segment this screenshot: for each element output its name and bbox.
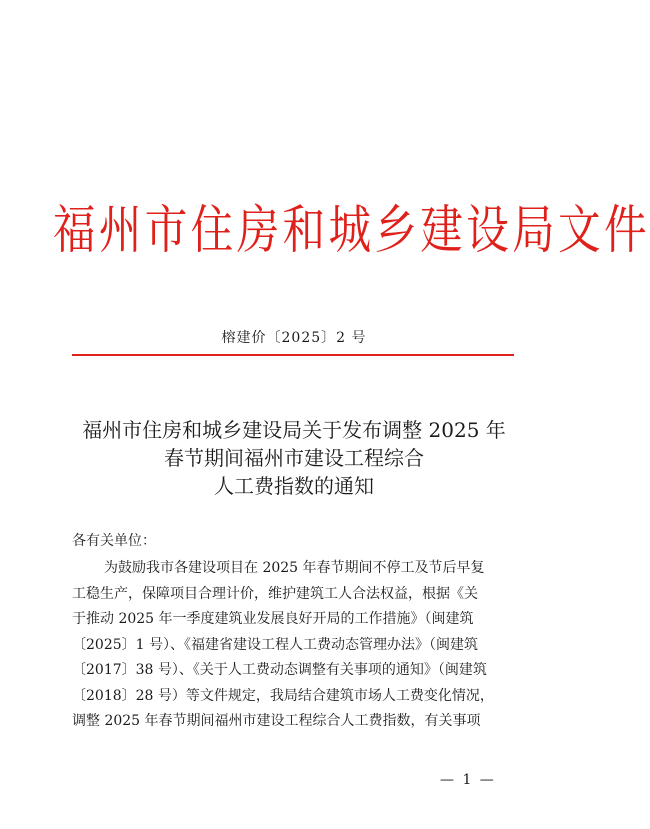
- body-line: 〔2017〕38 号）、《关于人工费动态调整有关事项的通知》（闽建筑: [72, 662, 487, 678]
- body-line: 工稳生产，保障项目合理计价，维护建筑工人合法权益，根据《关: [72, 585, 478, 602]
- body-line: 于推动 2025 年一季度建筑业发展良好开局的工作措施》（闽建筑: [72, 611, 474, 627]
- red-separator-line: [72, 354, 514, 356]
- document-masthead: 福州市住房和城乡建设局文件: [52, 201, 650, 261]
- title-line: 春节期间福州市建设工程综合: [164, 446, 424, 470]
- page-number: — 1 —: [440, 772, 496, 788]
- body-line: 〔2025〕1 号）、《福建省建设工程人工费动态管理办法》（闽建筑: [72, 636, 478, 653]
- body-paragraph: [72, 556, 518, 735]
- body-line: 调整 2025 年春节期间福州市建设工程综合人工费指数，有关事项: [72, 713, 481, 729]
- body-line: 为鼓励我市各建设项目在 2025 年春节期间不停工及节后早复: [104, 560, 485, 576]
- title-line: 人工费指数的通知: [214, 474, 374, 498]
- salutation: 各有关单位：: [72, 533, 156, 549]
- document-title: [0, 416, 588, 500]
- body-line: 〔2018〕28 号）等文件规定，我局结合建筑市场人工费变化情况，: [72, 687, 494, 704]
- document-number: 榕建价〔2025〕2 号: [221, 330, 367, 346]
- title-line: 福州市住房和城乡建设局关于发布调整 2025 年: [82, 418, 506, 442]
